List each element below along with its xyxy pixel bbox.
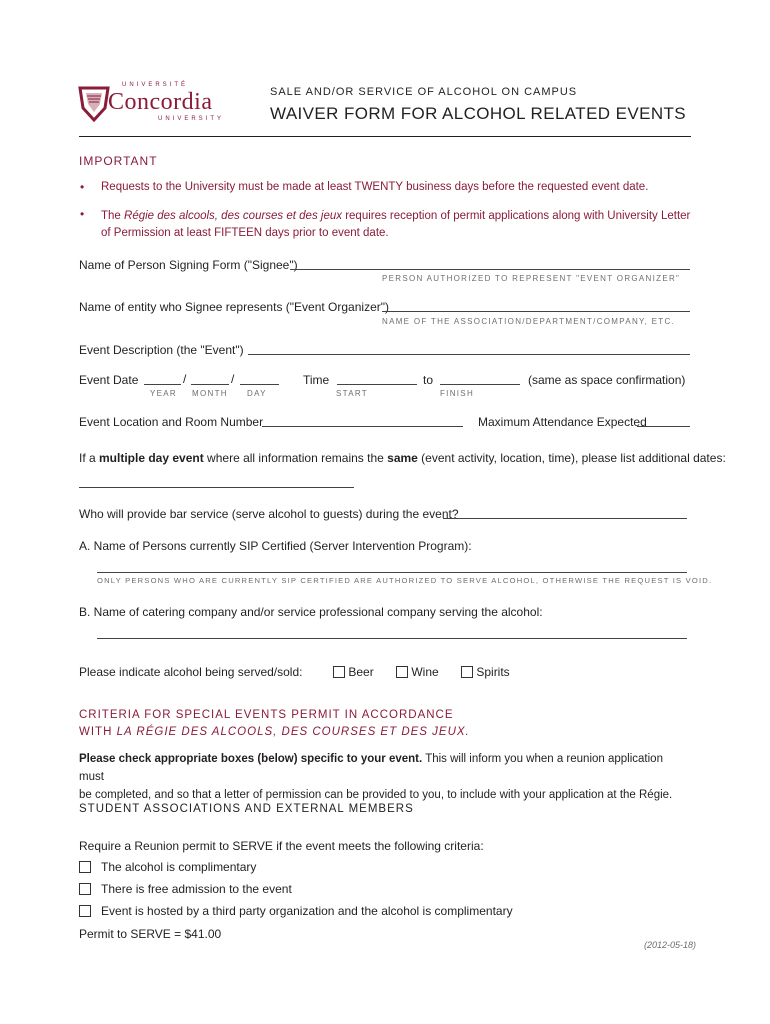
spirits-option[interactable] — [461, 665, 510, 679]
signee-label: Name of Person Signing Form ("Signee") — [79, 258, 298, 272]
sip-label: A. Name of Persons currently SIP Certified (Server Intervention Program): — [79, 539, 472, 553]
date-slash-1: / — [183, 372, 187, 386]
important-bullet-1: Requests to the University must be made at least TWENTY business days before the requested event date. — [101, 181, 649, 193]
entity-label: Name of entity who Signee represents ("Event Organizer") — [79, 300, 389, 314]
desc-field[interactable] — [248, 343, 690, 355]
criteria-item[interactable] — [79, 860, 256, 874]
catering-label: B. Name of catering company and/or service professional company serving the alcohol: — [79, 605, 543, 619]
important-heading: IMPORTANT — [79, 154, 158, 168]
beer-checkbox[interactable] — [333, 666, 345, 678]
spirits-label: Spirits — [476, 665, 510, 679]
signee-hint: PERSON AUTHORIZED TO REPRESENT "EVENT ORGANIZER" — [382, 274, 681, 283]
finish-hint: FINISH — [440, 389, 475, 398]
start-hint: START — [336, 389, 368, 398]
beer-option[interactable] — [333, 665, 374, 679]
multi-day-field[interactable] — [79, 476, 354, 488]
criteria-heading-2-pre: WITH — [79, 726, 117, 738]
criteria-checkbox[interactable] — [79, 883, 91, 895]
multi-pre: If a — [79, 451, 100, 465]
spirits-checkbox[interactable] — [461, 666, 473, 678]
criteria-item-label: Event is hosted by a third party organization and the alcohol is complimentary — [101, 904, 513, 918]
multi-bold2: same — [387, 451, 418, 465]
wine-option[interactable] — [396, 665, 439, 679]
bar-service-field[interactable] — [443, 507, 687, 519]
desc-label — [79, 343, 244, 357]
logo-name: Concordia — [108, 89, 213, 115]
bullet2-pre: The — [101, 210, 125, 222]
criteria-para-bold: Please check appropriate boxes (below) specific to your event. — [79, 753, 423, 765]
beer-label: Beer — [348, 665, 374, 679]
criteria-item-label: There is free admission to the event — [101, 882, 292, 896]
day-hint: DAY — [247, 389, 267, 398]
form-kicker: SALE AND/OR SERVICE OF ALCOHOL ON CAMPUS — [270, 86, 578, 98]
criteria-checkbox[interactable] — [79, 861, 91, 873]
desc-label-paren: (the "Event") — [176, 343, 244, 357]
criteria-heading-2 — [79, 726, 470, 738]
time-finish-field[interactable] — [440, 373, 520, 385]
bullet2-italic: Régie des alcools, des courses et des jeux — [124, 210, 342, 222]
concordia-crest-icon — [78, 84, 110, 122]
desc-label-text: Event Description — [79, 343, 174, 357]
sip-field[interactable] — [97, 561, 687, 573]
sip-hint: ONLY PERSONS WHO ARE CURRENTLY SIP CERTIFIED ARE AUTHORIZED TO SERVE ALCOHOL, OTHERWISE THE REQUEST IS VOID. — [97, 576, 713, 585]
student-heading: STUDENT ASSOCIATIONS AND EXTERNAL MEMBERS — [79, 803, 414, 815]
wine-checkbox[interactable] — [396, 666, 408, 678]
permit-price: Permit to SERVE = $41.00 — [79, 927, 222, 941]
bullet2-line2: of Permission at least FIFTEEN days prior to event date. — [101, 227, 389, 239]
location-label: Event Location and Room Number — [79, 415, 264, 429]
date-label: Event Date — [79, 373, 139, 387]
criteria-item[interactable] — [79, 904, 513, 918]
alcohol-label: Please indicate alcohol being served/sold: — [79, 665, 303, 679]
important-bullet-2 — [101, 208, 691, 242]
date-year-field[interactable] — [144, 373, 181, 385]
logo-top-text: UNIVERSITÉ — [122, 82, 189, 88]
student-intro: Require a Reunion permit to SERVE if the event meets the following criteria: — [79, 839, 484, 853]
bullet-dot: • — [80, 207, 85, 221]
bullet2-post: requires reception of permit applications along with University Letter — [342, 210, 691, 222]
criteria-para-rest: This will inform you when a reunion application must — [79, 753, 663, 783]
same-as-note: (same as space confirmation) — [528, 373, 686, 387]
signee-field[interactable] — [290, 258, 690, 270]
year-hint: YEAR — [150, 389, 177, 398]
multi-bold: multiple day event — [99, 451, 204, 465]
time-start-field[interactable] — [337, 373, 417, 385]
entity-hint: NAME OF THE ASSOCIATION/DEPARTMENT/COMPANY, ETC. — [382, 317, 676, 326]
date-month-field[interactable] — [191, 373, 229, 385]
bar-service-label: Who will provide bar service (serve alcohol to guests) during the event? — [79, 507, 459, 521]
criteria-item[interactable] — [79, 882, 292, 896]
month-hint: MONTH — [192, 389, 228, 398]
form-date-code: (2012-05-18) — [644, 940, 697, 950]
wine-label: Wine — [411, 665, 439, 679]
criteria-heading-1: CRITERIA FOR SPECIAL EVENTS PERMIT IN ACCORDANCE — [79, 709, 454, 721]
date-slash-2: / — [231, 372, 235, 386]
multi-mid: where all information remains the — [203, 451, 388, 465]
criteria-paragraph — [79, 750, 691, 804]
multi-post: (event activity, location, time), please list additional dates: — [417, 451, 726, 465]
criteria-item-label: The alcohol is complimentary — [101, 860, 257, 874]
logo-bottom-text: UNIVERSITY — [158, 116, 225, 122]
criteria-heading-2-italic: LA RÉGIE DES ALCOOLS, DES COURSES ET DES JEUX. — [116, 726, 470, 738]
bullet-dot: • — [80, 180, 85, 194]
time-label: Time — [303, 373, 330, 387]
entity-field[interactable] — [382, 300, 690, 312]
criteria-para-line2: be completed, and so that a letter of permission can be provided to you, to include with your application at the Régie. — [79, 789, 673, 801]
catering-field[interactable] — [97, 627, 687, 639]
criteria-checkbox[interactable] — [79, 905, 91, 917]
header-divider — [79, 136, 691, 137]
multi-day-text — [79, 451, 726, 465]
form-title: WAIVER FORM FOR ALCOHOL RELATED EVENTS — [270, 104, 687, 123]
date-day-field[interactable] — [240, 373, 279, 385]
max-attendance-field[interactable] — [637, 415, 690, 427]
time-to: to — [423, 373, 434, 387]
max-attendance-label: Maximum Attendance Expected — [478, 415, 647, 429]
location-field[interactable] — [262, 415, 463, 427]
logo — [78, 82, 238, 126]
